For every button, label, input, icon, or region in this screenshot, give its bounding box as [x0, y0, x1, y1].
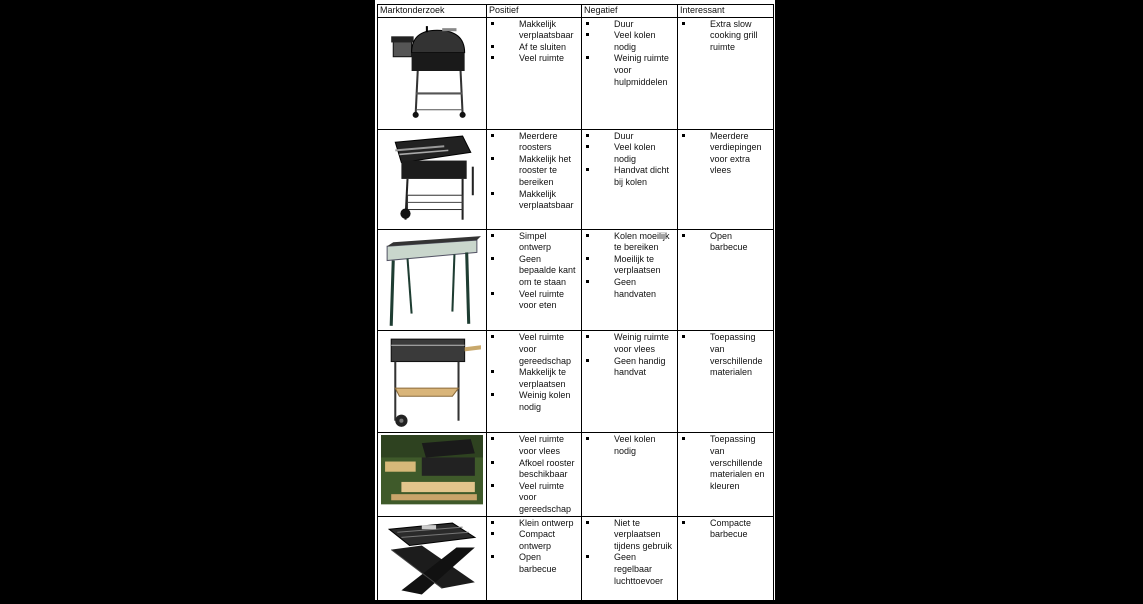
list-item: Niet te verplaatsen tijdens gebruik — [584, 518, 675, 553]
list-item: Extra slow cooking grill ruimte — [680, 19, 771, 54]
interessant-cell — [678, 17, 774, 129]
barrel-smoker-grill-image — [381, 20, 483, 122]
multi-rack-grill-image — [381, 132, 483, 224]
document-page — [375, 0, 775, 600]
list-item: Meerdere verdiepingen voor extra vlees — [680, 131, 771, 177]
list-item: Makkelijk verplaatsbaar — [489, 19, 579, 42]
header-marktonderzoek: Marktonderzoek — [378, 5, 487, 18]
table-row — [378, 331, 774, 433]
list-item: Open barbecue — [489, 552, 579, 575]
list-item: Veel kolen nodig — [584, 434, 675, 457]
list-item: Toepassing van verschillende materialen en kleuren — [680, 434, 771, 492]
header-row — [378, 5, 774, 18]
list-item: Meerdere roosters — [489, 131, 579, 154]
list-item: Compact ontwerp — [489, 529, 579, 552]
product-image-cell — [378, 516, 487, 603]
positief-cell — [487, 229, 582, 331]
interessant-cell — [678, 433, 774, 516]
product-image-cell — [378, 433, 487, 516]
table-row — [378, 433, 774, 516]
negatief-cell — [582, 331, 678, 433]
list-item: Moeilijk te verplaatsen — [584, 254, 675, 277]
trough-grill-on-legs-image — [381, 232, 483, 329]
product-image-cell — [378, 331, 487, 433]
product-image-cell — [378, 229, 487, 331]
negatief-cell — [582, 516, 678, 603]
list-item: Veel ruimte voor vlees — [489, 434, 579, 457]
list-item: Geen regelbaar luchttoevoer — [584, 552, 675, 587]
list-item: Weinig ruimte voor vlees — [584, 332, 675, 355]
negatief-cell — [582, 433, 678, 516]
list-item: Klein ontwerp — [489, 518, 579, 530]
list-item: Makkelijk het rooster te bereiken — [489, 154, 579, 189]
table-row — [378, 229, 774, 331]
list-item: Simpel ontwerp — [489, 231, 579, 254]
positief-cell — [487, 17, 582, 129]
positief-cell — [487, 331, 582, 433]
positief-cell — [487, 433, 582, 516]
header-positief: Positief — [487, 5, 582, 18]
list-item: Toepassing van verschillende materialen — [680, 332, 771, 378]
list-item: Compacte barbecue — [680, 518, 771, 541]
list-item: Geen handig handvat — [584, 356, 675, 379]
table-row — [378, 17, 774, 129]
list-item: Geen handvaten — [584, 277, 675, 300]
list-item: Veel kolen nodig — [584, 30, 675, 53]
interessant-cell — [678, 331, 774, 433]
negatief-cell — [582, 129, 678, 229]
list-item: Handvat dicht bij kolen — [584, 165, 675, 188]
list-item: Veel ruimte voor gereedschap — [489, 481, 579, 516]
cart-grill-wooden-shelf-image — [381, 333, 483, 430]
list-item: Veel ruimte voor eten — [489, 289, 579, 312]
list-item: Weinig kolen nodig — [489, 390, 579, 413]
table-row — [378, 129, 774, 229]
positief-cell — [487, 516, 582, 603]
list-item: Kolen moeilijk te bereiken — [584, 231, 675, 254]
tabletop-grill-wood-sides-image — [381, 435, 483, 504]
list-item: Weinig ruimte voor hulpmiddelen — [584, 53, 675, 88]
interessant-cell — [678, 516, 774, 603]
product-image-cell — [378, 129, 487, 229]
product-image-cell — [378, 17, 487, 129]
list-item: Afkoel rooster beschikbaar — [489, 458, 579, 481]
negatief-cell — [582, 229, 678, 331]
header-interessant: Interessant — [678, 5, 774, 18]
negatief-cell — [582, 17, 678, 129]
positief-cell — [487, 129, 582, 229]
list-item: Veel ruimte — [489, 53, 579, 65]
list-item: Duur — [584, 131, 675, 143]
interessant-cell — [678, 229, 774, 331]
table-row — [378, 516, 774, 603]
foldable-x-leg-grill-image — [381, 519, 483, 601]
list-item: Veel ruimte voor gereedschap — [489, 332, 579, 367]
market-research-table — [377, 4, 774, 604]
list-item: Makkelijk verplaatsbaar — [489, 189, 579, 212]
list-item: Duur — [584, 19, 675, 31]
list-item: Af te sluiten — [489, 42, 579, 54]
interessant-cell — [678, 129, 774, 229]
list-item: Geen bepaalde kant om te staan — [489, 254, 579, 289]
list-item: Open barbecue — [680, 231, 771, 254]
list-item: Veel kolen nodig — [584, 142, 675, 165]
header-negatief: Negatief — [582, 5, 678, 18]
list-item: Makkelijk te verplaatsen — [489, 367, 579, 390]
